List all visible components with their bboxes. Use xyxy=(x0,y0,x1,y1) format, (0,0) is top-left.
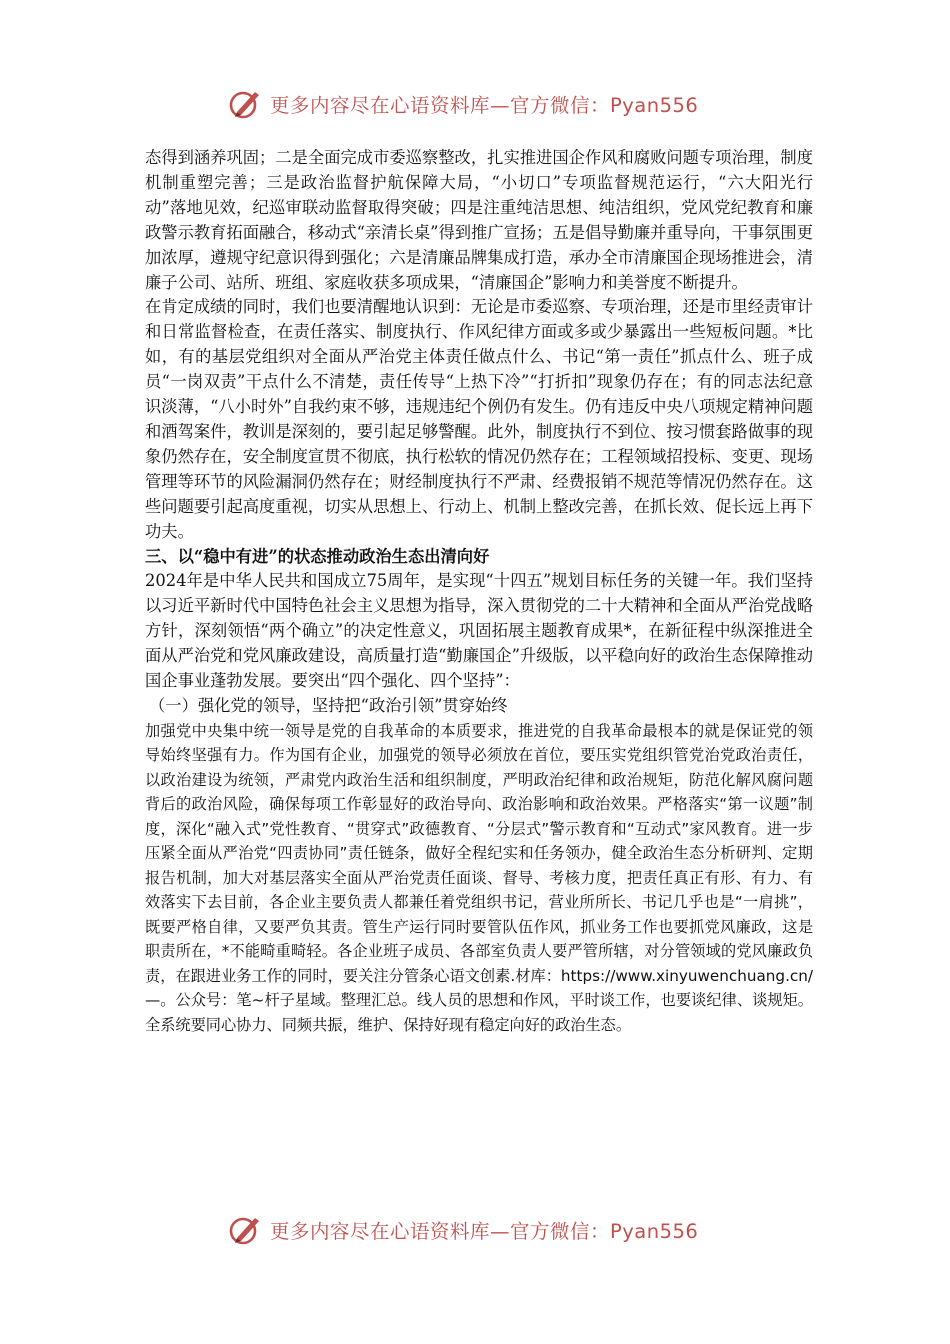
banner-text: 更多内容尽在心语资料库—官方微信：Pyan556 xyxy=(270,1220,699,1243)
section-heading-3: 三、以“稳中有进”的状态推动政治生态出清向好 xyxy=(145,546,490,566)
paragraph-achievements: 态得到涵养巩固；二是全面完成市委巡察整改，扎实推进国企作风和腐败问题专项治理，制度机制重塑完善；三是政治监督护航保障大局，“小切口”专项监督规范运行，“六大阳光行动”落地见效，纪巡审联动监督取得突破；四是注重纯洁思想、纯洁组织，党风党纪教育和廉政警示教育拓面融合，移动式“亲清长桌”得到推广宣扬；五是倡导勤廉并重导向，干事氛围更加浓厚，遵规守纪意识得到强化；六是清廉品牌集成打造，承办全市清廉国企现场推进会，清廉子公司、站所、班组、家庭收获多项成果，“清廉国企”影响力和美誉度不断提升。 xyxy=(145,148,813,292)
paragraph-2024-goals: 2024年是中华人民共和国成立75周年，是实现“十四五”规划目标任务的关键一年。我们坚持以习近平新时代中国特色社会主义思想为指导，深入贯彻党的二十大精神和全面从严治党战略方针，深刻领悟“两个确立”的决定性意义，巩固拓展主题教育成果*，在新征程中纵深推进全面从严治党和党风廉政建设，高质量打造“勤廉国企”升级版，以平稳向好的政治生态保障推动国企事业蓬勃发展。要突出“四个强化、四个坚持”： xyxy=(145,571,813,691)
subsection-heading-1: （一）强化党的领导，坚持把“政治引领”贯穿始终 xyxy=(149,695,508,715)
document-body xyxy=(145,146,813,1037)
footer-banner xyxy=(228,1212,698,1248)
paragraph-party-leadership: 加强党中央集中统一领导是党的自我革命的本质要求，推进党的自我革命最根本的就是保证党的领导始终坚强有力。作为国有企业，加强党的领导必须放在首位，要压实党组织管党治党政治责任，以政治建设为统领，严肃党内政治生活和组织制度，严明政治纪律和政治规矩，防范化解风腐问题背后的政治风险，确保每项工作彰显好的政治导向、政治影响和政治效果。严格落实“第一议题”制度，深化“融入式”党性教育、“贯穿式”政德教育、“分层式”警示教育和“互动式”家风教育。进一步压紧全面从严治党“四责协同”责任链条，做好全程纪实和任务领办，健全政治生态分析研判、定期报告机制，加大对基层落实全面从严治党责任面谈、督导、考核力度，把责任真正有形、有力、有效落实下去目前，各企业主要负责人都兼任着党组织书记，营业所所长、书记几乎也是“一肩挑”，既要严格自律，又要严负其责。管生产运行同时要管队伍作风，抓业务工作也要抓党风廉政，这是职责所在，*不能畸重畸轻。各企业班子成员、各部室负责人要严管所辖，对分管领域的党风廉政负责，在跟进业务工作的同时，要关注分管条心语文创素.材库：https://www.xinyuwenchuang.cn/—。公众号：笔~杆子星域。整理汇总。线人员的思想和作风，平时谈工作，也要谈纪律、谈规矩。全系统要同心协力、同频共振，维护、保持好现有稳定向好的政治生态。 xyxy=(145,721,813,1034)
paragraph-problems: 在肯定成绩的同时，我们也要清醒地认识到：无论是市委巡察、专项治理，还是市里经责审计和日常监督检查，在责任落实、制度执行、作风纪律方面或多或少暴露出一些短板问题。*比如，有的基层党组织对全面从严治党主体责任做点什么、书记“第一责任”抓点什么、班子成员“一岗双责”干点什么不清楚，责任传导“上热下冷”“打折扣”现象仍存在；有的同志法纪意识淡薄，“八小时外”自我约束不够，违规违纪个例仍有发生。仍有违反中央八项规定精神问题和酒驾案件，教训是深刻的，要引起足够警醒。此外，制度执行不到位、按习惯套路做事的现象仍然存在，安全制度宣贯不彻底，执行松软的情况仍然存在；工程领域招投标、变更、现场管理等环节的风险漏洞仍然存在；财经制度执行不严肃、经费报销不规范等情况仍然存在。这些问题要引起高度重视，切实从思想上、行动上、机制上整改完善，在抓长效、促长远上再下功夫。 xyxy=(145,297,813,541)
pen-logo-icon xyxy=(228,86,264,122)
pen-logo-icon xyxy=(228,1212,264,1248)
banner-text: 更多内容尽在心语资料库—官方微信：Pyan556 xyxy=(270,94,699,117)
header-banner xyxy=(228,86,698,122)
